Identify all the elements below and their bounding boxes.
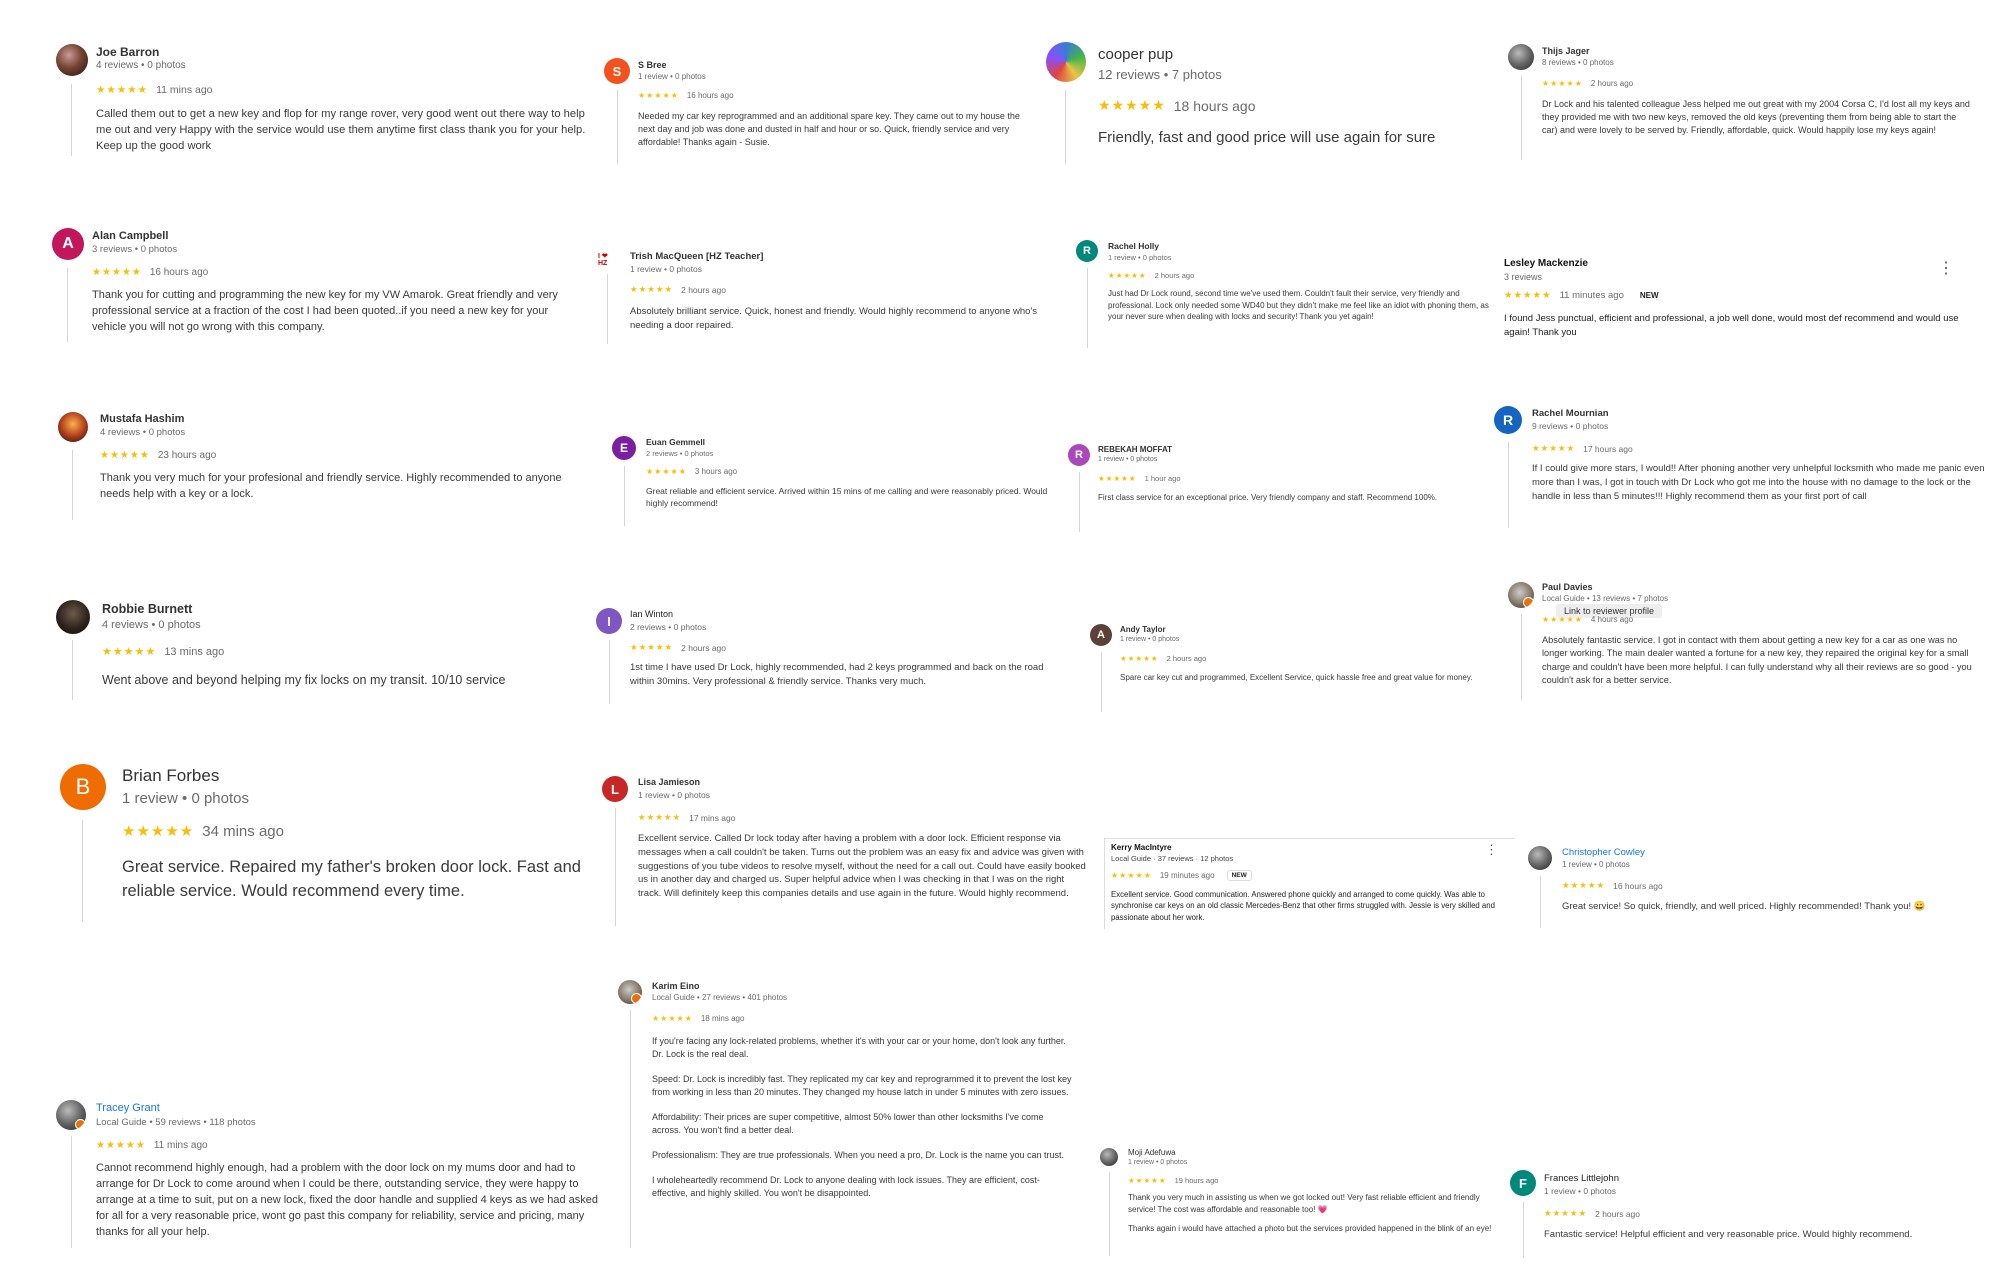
review-card [602, 776, 1092, 926]
review-time: 4 hours ago [1590, 615, 1634, 624]
reviewer-meta: 8 reviews • 0 photos [1542, 58, 1614, 67]
rating-row [630, 284, 726, 295]
rating-row [1108, 271, 1194, 280]
avatar-letter: R [1075, 449, 1083, 461]
rating-stars: ★★★★★ [92, 267, 142, 278]
rating-stars: ★★★★★ [1542, 79, 1583, 88]
rating-row [122, 822, 284, 840]
rating-row [630, 642, 726, 653]
review-card [1076, 240, 1516, 350]
reviewer-name[interactable]: Ian Winton [630, 609, 674, 619]
reviewer-name[interactable]: S Bree [638, 60, 667, 70]
review-text: I found Jess punctual, efficient and professional, a job well done, would most def recommend and would use again! Thank you [1504, 313, 1959, 338]
avatar[interactable] [1508, 582, 1534, 608]
review-text [1128, 1192, 1498, 1247]
avatar-letter: R [1083, 245, 1091, 257]
avatar-letter: R [1502, 412, 1514, 428]
reviewer-name[interactable]: Joe Barron [96, 45, 160, 59]
reviewer-meta: Local Guide • 59 reviews • 118 photos [96, 1117, 256, 1128]
avatar[interactable] [58, 412, 88, 442]
reviewer-meta: 2 reviews • 0 photos [646, 449, 714, 458]
rating-stars: ★★★★★ [96, 84, 149, 96]
reviewer-meta: 9 reviews • 0 photos [1532, 421, 1609, 431]
review-card [612, 436, 1072, 526]
review-card [604, 58, 1044, 168]
rating-row [1562, 880, 1663, 891]
review-card [1504, 258, 1974, 348]
rating-stars: ★★★★★ [638, 812, 682, 822]
rating-row [1544, 1208, 1640, 1219]
review-card [56, 44, 596, 164]
reviewer-meta: 1 review • 0 photos [1098, 456, 1158, 463]
avatar[interactable] [1510, 1170, 1536, 1196]
rating-row [1128, 1176, 1218, 1185]
reviewer-meta: 1 review • 0 photos [1108, 253, 1172, 262]
rating-stars: ★★★★★ [1098, 97, 1166, 113]
rating-row [1111, 870, 1252, 881]
reviewer-name[interactable]: Mustafa Hashim [100, 413, 185, 425]
review-text: Spare car key cut and programmed, Excellent Service, quick hassle free and great value for money. [1120, 673, 1473, 682]
more-options-icon[interactable]: ⋮ [1938, 260, 1954, 277]
avatar[interactable] [618, 980, 642, 1004]
avatar[interactable] [1508, 44, 1534, 70]
avatar[interactable] [52, 228, 84, 260]
avatar[interactable] [56, 1100, 86, 1130]
review-text: 1st time I have used Dr Lock, highly recommended, had 2 keys programmed and back on the road within 30mins. Very professional & friendly service. Thanks very much. [630, 662, 1044, 687]
reviewer-name[interactable]: Rachel Mournian [1532, 408, 1609, 419]
reviewer-name[interactable]: Lesley Mackenzie [1504, 258, 1588, 269]
reviewer-name[interactable]: Robbie Burnett [102, 602, 193, 616]
reviewer-meta: 3 reviews • 0 photos [92, 244, 178, 255]
rating-stars: ★★★★★ [630, 642, 674, 652]
reviewer-name[interactable]: Rachel Holly [1108, 241, 1160, 251]
reviewer-meta: Local Guide · 37 reviews · 12 photos [1111, 854, 1234, 863]
new-badge: NEW [1639, 291, 1659, 300]
rating-stars: ★★★★★ [1108, 271, 1147, 280]
review-time: 2 hours ago [1595, 1208, 1641, 1219]
review-time: 17 mins ago [689, 812, 736, 823]
review-text: If I could give more stars, I would!! After phoning another very unhelpful locksmith who made me panic even more than I was, I got in touch with Dr Lock who got me into the house with no damage to the lock or the handle in less than 5 minutes!!! Highly recommend them as your first port of call [1532, 463, 1985, 502]
review-text: Dr Lock and his talented colleague Jess helped me out great with my 2004 Corsa C, I'd lost all my keys and they provided me with two new keys, removed the old keys (preventing them from being able to start the car) and were lovely to be served by. Friendly, affordable, quick. Would happily lose my keys again! [1542, 99, 1970, 136]
review-text: Great reliable and efficient service. Arrived within 15 mins of me calling and were reasonably priced. Would highly recommend! [646, 486, 1048, 509]
review-text: Great service. Repaired my father's broken door lock. Fast and reliable service. Would recommend every time. [122, 858, 581, 900]
rating-row [1504, 290, 1663, 301]
rating-stars: ★★★★★ [630, 284, 674, 294]
review-paragraph: Affordability: Their prices are super competitive, almost 50% lower than other locksmiths I've come across. You won't find a better deal. [652, 1112, 1044, 1136]
review-paragraph: Thanks again i would have attached a photo but the services provided happened in the blink of an eye! [1128, 1224, 1492, 1234]
review-time: 2 hours ago [681, 284, 727, 295]
review-paragraph: Professionalism: They are true professionals. When you need a pro, Dr. Lock is the name you can trust. [652, 1150, 1065, 1161]
review-time: 18 mins ago [700, 1014, 745, 1023]
reviewer-name[interactable]: Tracey Grant [96, 1102, 160, 1114]
avatar-letter: A [1097, 629, 1105, 641]
review-card [1100, 1148, 1500, 1258]
reviewer-meta: 4 reviews • 0 photos [102, 619, 201, 631]
review-text: First class service for an exceptional price. Very friendly company and staff. Recommend 100%. [1098, 493, 1438, 502]
review-card [56, 600, 596, 700]
review-text: Cannot recommend highly enough, had a problem with the door lock on my mums door and had to arrange for Dr Lock to come around when I could be there, outstanding service, they were happy to arrange at a time to suit, put on a new lock, fixed the door handle and supplied 4 keys as we had asked for all for a very reasonable price, wont go past this company for reliability, service and pricing, many thanks for all your help. [96, 1162, 599, 1238]
review-card [1068, 444, 1488, 534]
reviewer-meta: 1 review • 0 photos [1120, 636, 1180, 643]
review-time: 11 mins ago [153, 1140, 208, 1151]
review-text: Excellent service. Called Dr lock today after having a problem with a door lock. Efficient response via messages when a call couldn't be taken. Turns out the problem was an easy fix and advice was given with suggestions of you tube videos to resolve myself, without the need for a call out. Could have easily booked us in another day and charged us. Super helpful advice when I was checking in that I was on the right track. Will definitely keep this companies details and use again in the future. Would highly recommend. [638, 833, 1086, 900]
reviewer-name[interactable]: Trish MacQueen [HZ Teacher] [630, 251, 764, 262]
rating-stars: ★★★★★ [100, 450, 150, 461]
avatar[interactable] [1528, 846, 1552, 870]
review-text [652, 1035, 1072, 1212]
reviewer-meta: 1 review • 0 photos [638, 72, 706, 81]
review-time: 16 hours ago [1613, 880, 1663, 891]
rating-row [92, 267, 208, 278]
avatar-letter: F [1519, 1175, 1527, 1191]
reviewer-name[interactable]: Alan Campbell [92, 230, 169, 242]
reviewer-name[interactable]: Paul Davies [1542, 582, 1593, 592]
review-paragraph: I wholeheartedly recommend Dr. Lock to anyone dealing with lock issues. They are efficient, cost-effective, and highly skilled. You won't be disappointed. [652, 1175, 1040, 1199]
review-time: 16 hours ago [686, 91, 734, 100]
review-time: 1 hour ago [1144, 474, 1181, 483]
rating-stars: ★★★★★ [646, 467, 687, 476]
rating-stars: ★★★★★ [1544, 1208, 1588, 1218]
avatar-letter: A [62, 235, 74, 252]
review-card [1508, 582, 1988, 702]
review-time: 2 hours ago [1154, 271, 1195, 280]
rating-stars: ★★★★★ [1120, 654, 1159, 663]
review-paragraph: Speed: Dr. Lock is incredibly fast. They replicated my car key and reprogrammed it to prevent the lost key from working in less than 20 minutes. They changed my house latch in under 5 minutes with zero issues. [652, 1074, 1072, 1098]
reviewer-name[interactable]: REBEKAH MOFFAT [1098, 445, 1173, 454]
avatar[interactable] [612, 436, 636, 460]
review-card [1090, 624, 1500, 714]
avatar-letter: I [607, 613, 611, 629]
review-paragraph: If you're facing any lock-related problems, whether it's with your car or your home, don't look any further. Dr. Lock is the real deal. [652, 1036, 1066, 1060]
reviewer-meta: 4 reviews • 0 photos [100, 427, 186, 438]
reviewer-meta: 1 review • 0 photos [1128, 1159, 1188, 1166]
rating-stars: ★★★★★ [1098, 474, 1137, 483]
avatar[interactable] [1100, 1148, 1118, 1166]
review-text: Just had Dr Lock round, second time we've used them. Couldn't fault their service, very friendly and professional. Lock only needed some WD40 but they didn't make me feel like an idiot with phoning them, as your never sure when dealing with locks and security! Thank you yet again! [1108, 289, 1489, 322]
avatar[interactable] [598, 250, 616, 268]
reviewer-meta: 1 review • 0 photos [1562, 860, 1630, 869]
rating-row [96, 84, 213, 96]
reviewer-name[interactable]: Lisa Jamieson [638, 777, 701, 787]
review-card [598, 250, 1068, 350]
reviewer-profile-tooltip: Link to reviewer profile [1556, 604, 1662, 618]
review-text: Excellent service. Good communication. Answered phone quickly and arranged to come quickly. Was able to synchronise car keys on an old classic Mercedes-Benz that other firms struggled with. Jessie is very skilled and passionate about her work. [1111, 890, 1495, 922]
avatar[interactable] [596, 608, 622, 634]
reviewer-meta: 12 reviews • 7 photos [1098, 67, 1222, 82]
review-card [596, 608, 1066, 704]
reviewer-meta: 3 reviews [1504, 272, 1543, 282]
avatar-letter: E [619, 441, 628, 455]
reviewer-meta: 1 review • 0 photos [638, 790, 710, 800]
review-card [618, 980, 1078, 1250]
review-paragraph: Thank you very much in assisting us when we got locked out! Very fast reliable efficient and friendly service! The cost was affordable and reasonable too! 💗 [1128, 1193, 1480, 1214]
review-card [52, 228, 592, 348]
avatar[interactable] [56, 600, 90, 634]
rating-stars: ★★★★★ [652, 1014, 693, 1023]
reviewer-name[interactable]: Kerry MacIntyre [1111, 843, 1172, 852]
rating-row [652, 1014, 744, 1023]
rating-stars: ★★★★★ [1562, 880, 1606, 890]
review-time: 17 hours ago [1583, 443, 1633, 454]
new-badge: NEW [1227, 870, 1252, 881]
reviewer-name[interactable]: Brian Forbes [122, 766, 220, 785]
avatar[interactable] [1494, 406, 1522, 434]
reviewer-name[interactable]: Karim Eino [652, 981, 700, 991]
avatar[interactable] [1090, 624, 1112, 646]
rating-stars: ★★★★★ [1542, 615, 1583, 624]
review-time: 11 mins ago [156, 84, 213, 96]
rating-stars: ★★★★★ [1128, 1176, 1167, 1185]
rating-row [96, 1140, 208, 1151]
review-text: Fantastic service! Helpful efficient and very reasonable price. Would highly recommend. [1544, 1229, 1913, 1240]
review-time: 18 hours ago [1173, 97, 1256, 114]
reviewer-name[interactable]: Euan Gemmell [646, 437, 706, 447]
reviewer-meta: Local Guide • 27 reviews • 401 photos [652, 993, 788, 1002]
avatar[interactable] [56, 44, 88, 76]
reviewer-name[interactable]: Christopher Cowley [1562, 847, 1645, 858]
avatar[interactable] [604, 58, 630, 84]
avatar-logo: I ❤ HZ [598, 252, 608, 267]
review-card [1510, 1170, 1990, 1260]
review-card [56, 1100, 616, 1250]
rating-row [100, 450, 216, 461]
rating-stars: ★★★★★ [1111, 871, 1152, 880]
reviewer-meta: 1 review • 0 photos [630, 264, 702, 274]
rating-row [1542, 615, 1633, 624]
rating-stars: ★★★★★ [638, 91, 679, 100]
review-text: Needed my car key reprogrammed and an additional spare key. They came out to my house the next day and job was done and dusted in half and hour or so. Quick, friendly service and very affordable! Thanks again - Susie. [638, 111, 1020, 148]
reviewer-name[interactable]: Thijs Jager [1542, 46, 1590, 56]
avatar[interactable] [1046, 42, 1086, 82]
rating-stars: ★★★★★ [102, 646, 157, 658]
rating-row [646, 467, 737, 476]
review-time: 2 hours ago [1166, 654, 1207, 663]
review-time: 19 minutes ago [1159, 871, 1215, 880]
avatar-letter: S [612, 63, 622, 79]
rating-row [1098, 474, 1181, 483]
avatar[interactable] [1076, 240, 1098, 262]
reviewer-name[interactable]: Andy Taylor [1120, 625, 1166, 634]
reviewer-meta: 1 review • 0 photos [122, 790, 249, 807]
review-text: Thank you for cutting and programming the new key for my VW Amarok. Great friendly and very professional service at a fraction of the cost I had been quoted..if you need a new key for your vehicle you will not go wrong with this company. [92, 289, 558, 333]
review-card [1046, 42, 1486, 162]
review-card [1494, 406, 1994, 526]
more-options-icon[interactable]: ⋮ [1485, 842, 1498, 857]
rating-stars: ★★★★★ [96, 1140, 146, 1151]
rating-stars: ★★★★★ [1532, 443, 1576, 453]
review-text: Went above and beyond helping my fix locks on my transit. 10/10 service [102, 673, 506, 687]
reviewer-meta: 2 reviews • 0 photos [630, 622, 707, 632]
review-time: 11 minutes ago [1559, 290, 1624, 301]
reviewer-meta: 1 review • 0 photos [1544, 1186, 1616, 1196]
review-time: 3 hours ago [694, 467, 738, 476]
review-text: Thank you very much for your profesional and friendly service. Highly recommended to anyone needs help with a key or a lock. [100, 472, 562, 500]
reviewer-name[interactable]: Frances Littlejohn [1544, 1173, 1619, 1184]
review-card [58, 412, 598, 522]
avatar-letter: B [75, 774, 91, 799]
rating-row [1120, 654, 1206, 663]
review-card [1104, 838, 1515, 929]
rating-row [638, 812, 735, 823]
review-time: 16 hours ago [149, 267, 209, 278]
review-time: 23 hours ago [157, 450, 217, 461]
review-time: 34 mins ago [202, 822, 284, 840]
rating-row [1098, 97, 1256, 114]
rating-row [1542, 79, 1633, 88]
review-text: Great service! So quick, friendly, and well priced. Highly recommended! Thank you! 😀 [1562, 901, 1926, 912]
avatar[interactable] [60, 764, 106, 810]
review-card [1508, 44, 1978, 164]
review-time: 19 hours ago [1174, 1176, 1219, 1185]
avatar[interactable] [1068, 444, 1090, 466]
review-text: Called them out to get a new key and flop for my range rover, very good went out there way to help me out and very Happy with the service would use them anytime first class thank you for your help. Keep up the good work [96, 108, 586, 153]
review-text: Absolutely fantastic service. I got in contact with them about getting a new key for a car as one was no longer working. The main dealer wanted a fortune for a new key, they repaired the original key for a small charge and couldn't have been more helpful. I can fully understand why all their reviews are so good - you couldn't ask for a better service. [1542, 635, 1972, 686]
rating-stars: ★★★★★ [122, 823, 195, 840]
avatar-letter: L [611, 781, 619, 797]
reviewer-meta: Local Guide • 13 reviews • 7 photos [1542, 594, 1669, 603]
reviewer-meta: 4 reviews • 0 photos [96, 60, 186, 71]
reviewer-name[interactable]: cooper pup [1098, 46, 1174, 63]
rating-row [102, 645, 224, 658]
avatar[interactable] [602, 776, 628, 802]
rating-row [638, 91, 734, 100]
review-time: 2 hours ago [1590, 79, 1634, 88]
review-time: 2 hours ago [681, 642, 727, 653]
review-text: Friendly, fast and good price will use again for sure [1098, 129, 1436, 146]
rating-stars: ★★★★★ [1504, 290, 1552, 301]
review-card [60, 764, 600, 924]
review-text: Absolutely brilliant service. Quick, honest and friendly. Would highly recommend to anyone who's needing a door repaired. [630, 306, 1038, 331]
rating-row [1532, 443, 1633, 454]
review-card [1528, 846, 1988, 926]
reviewer-name[interactable]: Moji Adefuwa [1128, 1148, 1176, 1157]
review-time: 13 mins ago [164, 645, 225, 658]
